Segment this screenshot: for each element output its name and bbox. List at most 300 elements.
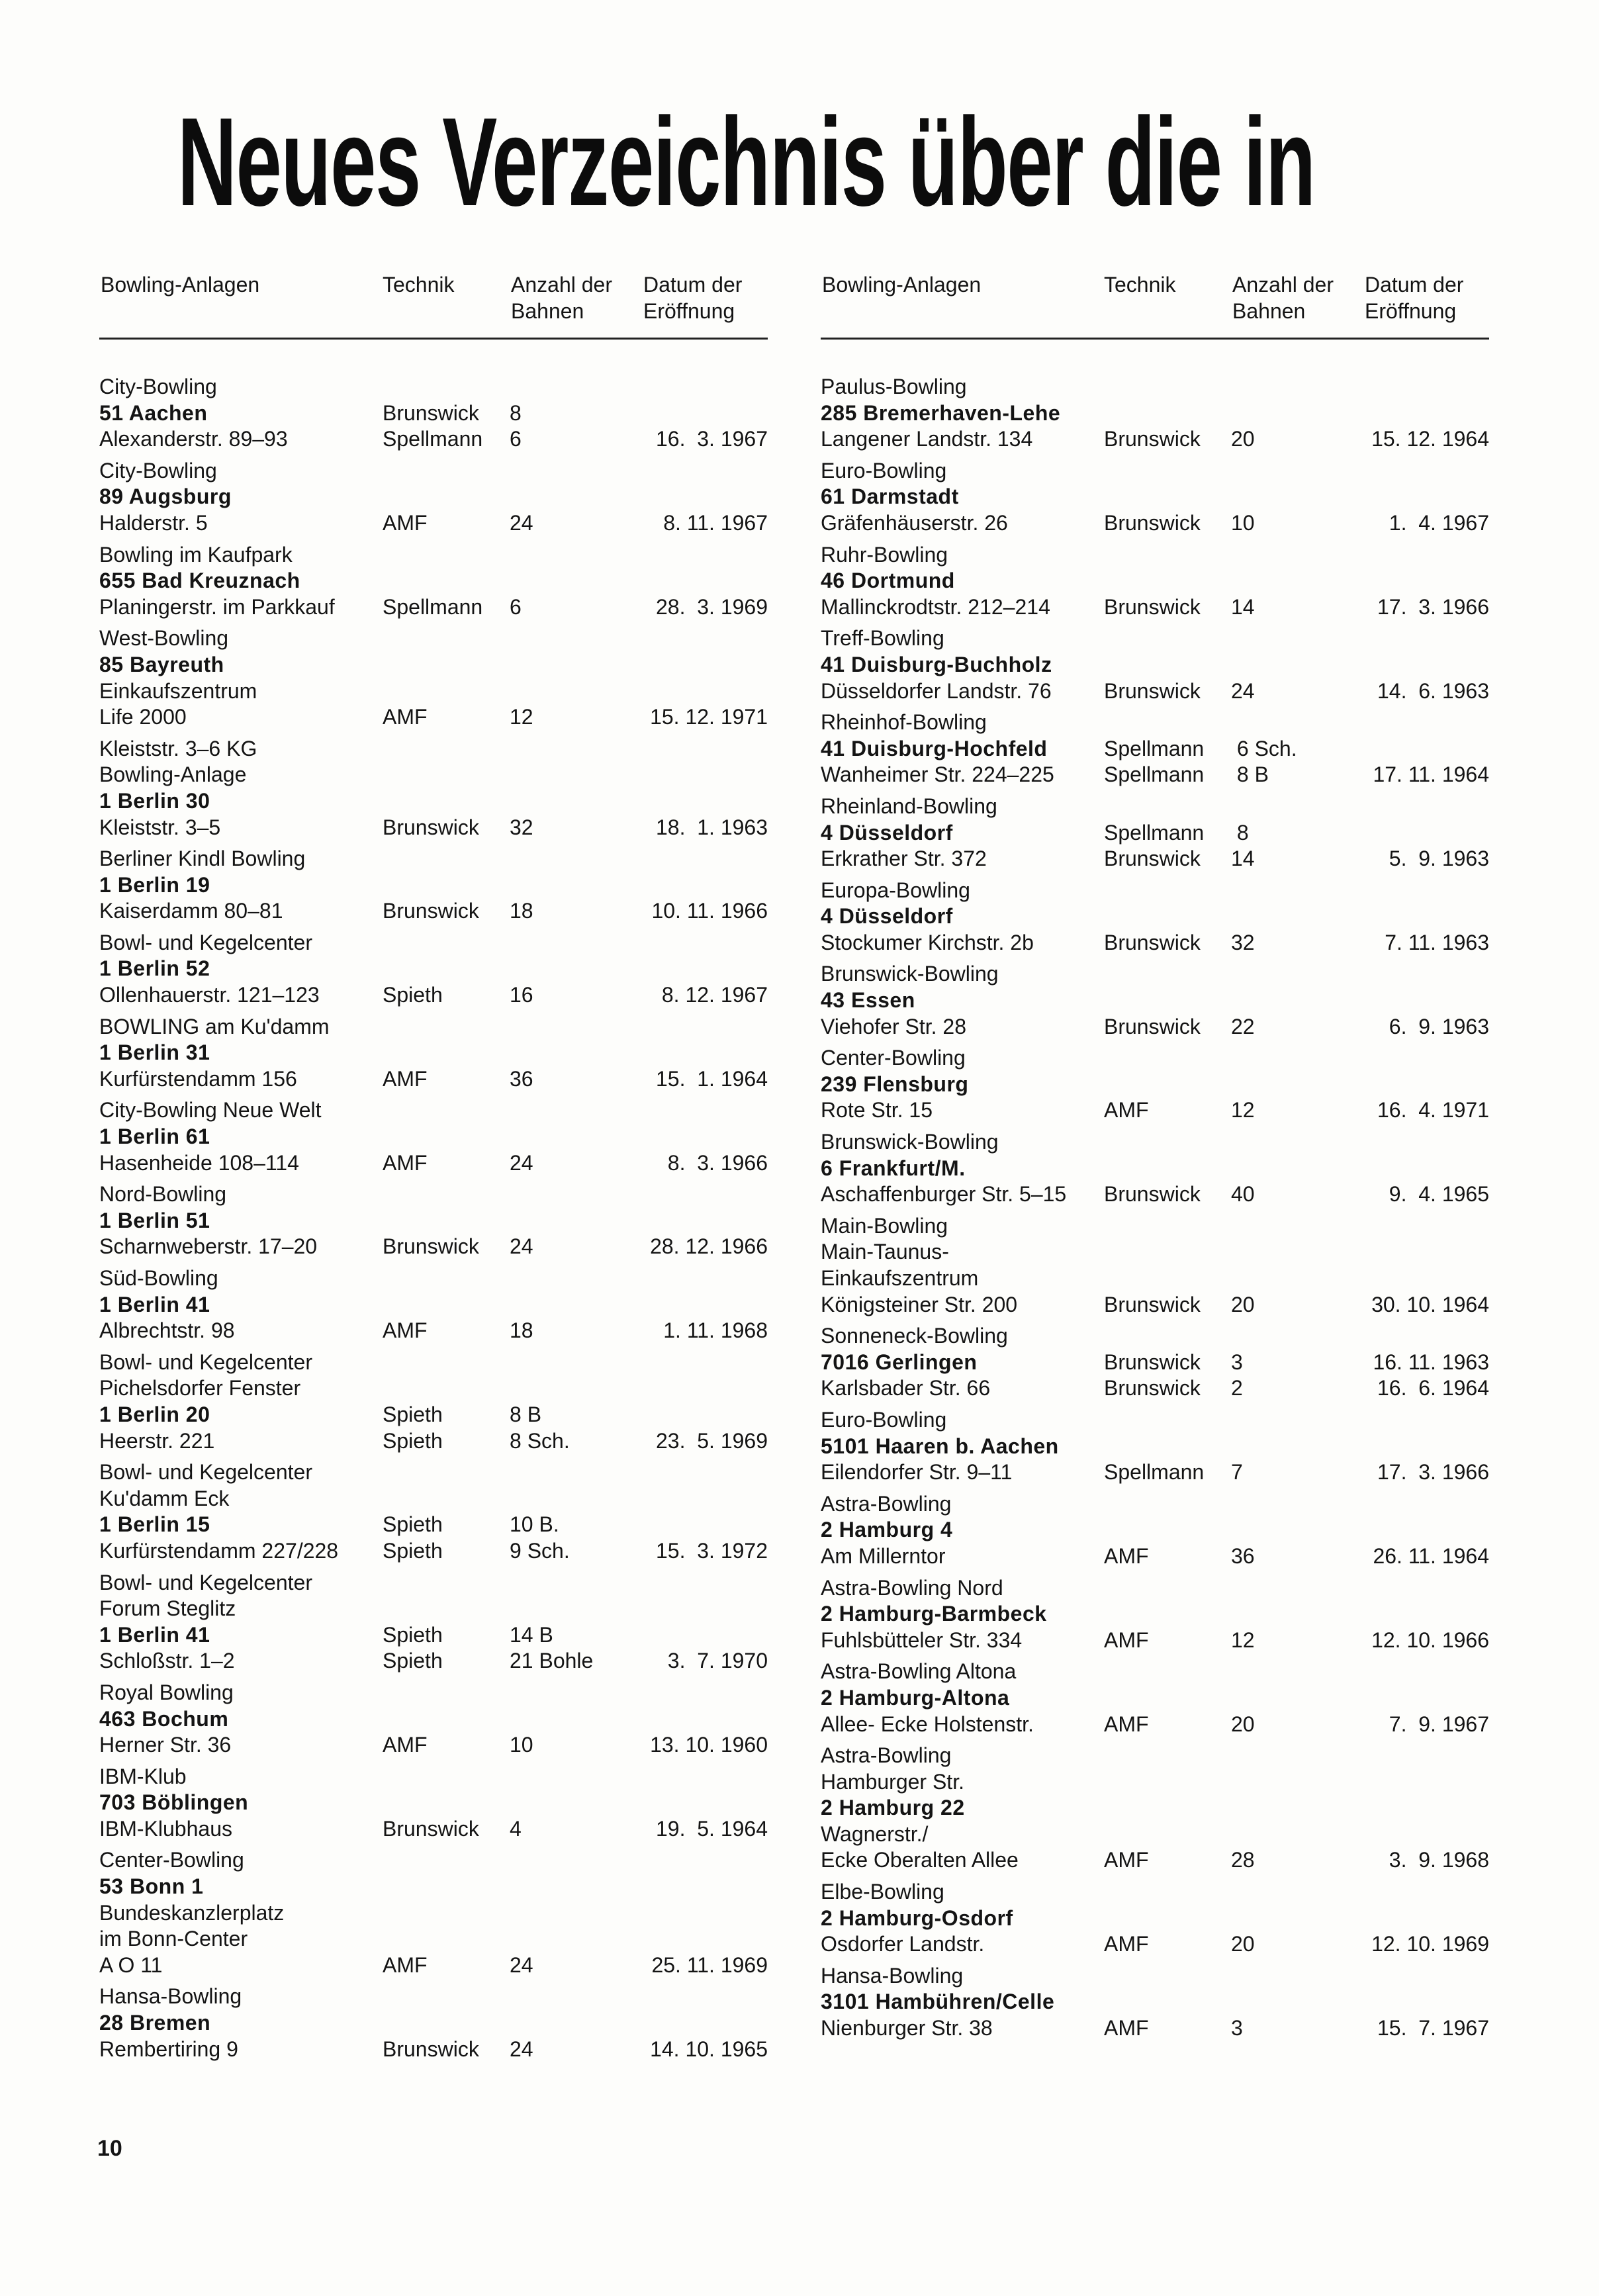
entry-line bbox=[821, 1213, 1489, 1240]
list-item bbox=[99, 930, 768, 1009]
entry-line bbox=[99, 1952, 768, 1979]
entry-text: Scharnweberstr. 17–20 bbox=[99, 1234, 318, 1259]
list-item bbox=[99, 542, 768, 621]
entry-line bbox=[821, 2015, 1489, 2042]
entry-lanes: 28 bbox=[1231, 1848, 1255, 1872]
entry-line bbox=[821, 1743, 1489, 1769]
entry-line bbox=[821, 930, 1489, 956]
entry-lanes: 22 bbox=[1231, 1014, 1255, 1038]
entry-line bbox=[821, 1601, 1489, 1628]
entry-line bbox=[99, 1874, 768, 1900]
entry-line bbox=[99, 815, 768, 841]
entry-city: 28 Bremen bbox=[99, 2011, 211, 2035]
entry-line bbox=[99, 625, 768, 652]
entry-city: 4 Düsseldorf bbox=[821, 904, 953, 929]
entry-text: West-Bowling bbox=[99, 626, 229, 651]
entry-line bbox=[99, 678, 768, 705]
entry-lanes: 36 bbox=[510, 1066, 533, 1091]
entry-city: 2 Hamburg 4 bbox=[821, 1518, 953, 1542]
entry-line bbox=[99, 374, 768, 400]
entry-line bbox=[99, 1486, 768, 1512]
entry-opening-date: 14. 6. 1963 bbox=[1377, 678, 1489, 703]
entry-technique: AMF bbox=[383, 705, 428, 729]
entry-line bbox=[821, 1847, 1489, 1874]
entry-line bbox=[821, 1517, 1489, 1543]
entry-line bbox=[821, 1239, 1489, 1265]
entry-city: 89 Augsburg bbox=[99, 484, 232, 509]
entry-line bbox=[821, 961, 1489, 987]
entry-opening-date: 9. 4. 1965 bbox=[1389, 1182, 1489, 1207]
entry-lanes: 32 bbox=[510, 815, 533, 839]
entry-opening-date: 16. 3. 1967 bbox=[655, 427, 768, 451]
entry-lanes: 8 bbox=[1231, 820, 1249, 845]
column-header bbox=[821, 271, 1489, 335]
entry-line bbox=[821, 1575, 1489, 1602]
entry-text: Hansa-Bowling bbox=[99, 1984, 242, 2009]
entry-line bbox=[821, 794, 1489, 820]
entry-lanes: 10 bbox=[1231, 510, 1255, 535]
entry-technique: AMF bbox=[383, 1150, 428, 1175]
entry-line bbox=[99, 898, 768, 925]
entry-text: Main-Bowling bbox=[821, 1213, 948, 1238]
entry-lanes: 2 bbox=[1231, 1376, 1243, 1401]
entry-text: Brunswick-Bowling bbox=[821, 1130, 999, 1154]
entry-technique: AMF bbox=[383, 1952, 428, 1977]
list-item bbox=[821, 1491, 1489, 1570]
entry-line bbox=[821, 1821, 1489, 1848]
entry-text: Bundeskanzlerplatz bbox=[99, 1900, 285, 1925]
entry-line bbox=[821, 1407, 1489, 1434]
entry-text: Bowl- und Kegelcenter bbox=[99, 1460, 312, 1485]
entry-technique: Spellmann bbox=[1104, 762, 1205, 787]
list-item bbox=[99, 374, 768, 453]
entry-city: 4 Düsseldorf bbox=[821, 820, 953, 845]
entry-line bbox=[821, 1014, 1489, 1040]
entry-line bbox=[99, 1926, 768, 1952]
list-item bbox=[821, 710, 1489, 788]
entry-text: Einkaufszentrum bbox=[821, 1266, 979, 1290]
entry-line bbox=[99, 568, 768, 594]
entry-line bbox=[821, 426, 1489, 453]
entry-line bbox=[99, 1764, 768, 1790]
entry-line bbox=[821, 1129, 1489, 1156]
entry-opening-date: 23. 5. 1969 bbox=[655, 1428, 768, 1453]
entry-lanes: 24 bbox=[510, 1952, 533, 1977]
entry-city: 1 Berlin 31 bbox=[99, 1040, 210, 1065]
entry-lanes: 18 bbox=[510, 899, 533, 923]
entry-city: 2 Hamburg-Altona bbox=[821, 1685, 1010, 1710]
entry-text: Erkrather Str. 372 bbox=[821, 847, 987, 871]
list-item bbox=[99, 1847, 768, 1978]
entry-line bbox=[821, 1350, 1489, 1376]
entry-line bbox=[99, 704, 768, 731]
entry-line bbox=[99, 1680, 768, 1706]
entry-city: 1 Berlin 51 bbox=[99, 1208, 210, 1232]
entry-line bbox=[821, 1543, 1489, 1570]
entry-line bbox=[821, 1491, 1489, 1518]
entry-opening-date: 6. 9. 1963 bbox=[1389, 1014, 1489, 1038]
entry-line bbox=[821, 510, 1489, 537]
entry-lanes: 24 bbox=[510, 510, 533, 535]
entry-line bbox=[821, 1685, 1489, 1712]
entry-lanes: 10 bbox=[510, 1733, 533, 1757]
entry-lanes: 21 Bohle bbox=[510, 1649, 594, 1673]
entry-line bbox=[821, 1156, 1489, 1182]
entry-text: Heerstr. 221 bbox=[99, 1428, 215, 1453]
entry-text: Gräfenhäuserstr. 26 bbox=[821, 510, 1008, 535]
entry-text: Planingerstr. im Parkkauf bbox=[99, 594, 335, 619]
entry-city: 2 Hamburg-Barmbeck bbox=[821, 1602, 1047, 1626]
entry-opening-date: 16. 11. 1963 bbox=[1373, 1350, 1489, 1374]
entry-technique: Brunswick bbox=[1104, 1014, 1201, 1038]
entry-opening-date: 17. 3. 1966 bbox=[1377, 1460, 1489, 1485]
entry-technique: Brunswick bbox=[1104, 678, 1201, 703]
entry-opening-date: 3. 9. 1968 bbox=[1389, 1848, 1489, 1872]
entry-lanes: 6 Sch. bbox=[1231, 736, 1297, 760]
entry-lanes: 24 bbox=[510, 1234, 533, 1259]
entry-text: Allee- Ecke Holstenstr. bbox=[821, 1712, 1034, 1736]
entry-line bbox=[821, 400, 1489, 427]
entry-opening-date: 13. 10. 1960 bbox=[650, 1733, 768, 1757]
entry-lanes: 20 bbox=[1231, 427, 1255, 451]
list-item bbox=[821, 374, 1489, 453]
list-item bbox=[99, 1764, 768, 1843]
header-divider bbox=[99, 338, 768, 340]
entry-technique: Spieth bbox=[383, 983, 443, 1007]
entry-line bbox=[99, 956, 768, 982]
entry-line bbox=[821, 1769, 1489, 1796]
entry-city: 1 Berlin 20 bbox=[99, 1402, 210, 1426]
entry-text: im Bonn-Center bbox=[99, 1927, 248, 1951]
entry-lanes: 24 bbox=[1231, 678, 1255, 703]
entry-line bbox=[99, 1570, 768, 1596]
entry-text: Hasenheide 108–114 bbox=[99, 1150, 299, 1175]
entry-line bbox=[99, 930, 768, 956]
entry-text: Langener Landstr. 134 bbox=[821, 427, 1033, 451]
entry-technique: AMF bbox=[1104, 1712, 1149, 1736]
entry-text: Berliner Kindl Bowling bbox=[99, 847, 306, 871]
entry-line bbox=[99, 1900, 768, 1927]
entry-lanes: 8 B bbox=[510, 1402, 542, 1426]
list-item bbox=[99, 1265, 768, 1344]
entry-lanes: 3 bbox=[1231, 2016, 1243, 2041]
list-item bbox=[99, 1014, 768, 1093]
entry-line bbox=[99, 1208, 768, 1234]
entry-text: Kurfürstendamm 156 bbox=[99, 1066, 297, 1091]
entry-text: Nienburger Str. 38 bbox=[821, 2016, 993, 2041]
entry-opening-date: 15. 12. 1964 bbox=[1371, 427, 1489, 451]
entry-technique: AMF bbox=[383, 1733, 428, 1757]
entry-technique: Spellmann bbox=[383, 427, 483, 451]
entry-city: 703 Böblingen bbox=[99, 1790, 249, 1815]
entry-line bbox=[99, 1066, 768, 1093]
entry-lanes: 20 bbox=[1231, 1712, 1255, 1736]
entry-opening-date: 17. 3. 1966 bbox=[1377, 594, 1489, 619]
entry-line bbox=[821, 1097, 1489, 1124]
entry-text: Ruhr-Bowling bbox=[821, 542, 948, 567]
entry-line bbox=[99, 1350, 768, 1376]
entry-line bbox=[821, 458, 1489, 484]
entry-opening-date: 15. 12. 1971 bbox=[650, 705, 768, 729]
entry-lanes: 24 bbox=[510, 1150, 533, 1175]
list-item bbox=[99, 1570, 768, 1675]
entry-city: 43 Essen bbox=[821, 988, 915, 1013]
entry-text: Alexanderstr. 89–93 bbox=[99, 427, 288, 451]
entry-text: City-Bowling bbox=[99, 375, 217, 398]
entry-technique: Spieth bbox=[383, 1622, 443, 1647]
entry-line bbox=[99, 788, 768, 815]
entry-line bbox=[99, 1292, 768, 1318]
entry-technique: AMF bbox=[1104, 1628, 1149, 1652]
entry-text: Ecke Oberalten Allee bbox=[821, 1848, 1019, 1872]
entry-line bbox=[821, 625, 1489, 652]
entry-text: Hansa-Bowling bbox=[821, 1963, 964, 1988]
entry-opening-date: 28. 12. 1966 bbox=[650, 1234, 768, 1259]
header-lanes: Anzahl der Bahnen bbox=[511, 273, 612, 323]
entry-line bbox=[99, 542, 768, 569]
entry-text: Fuhlsbütteler Str. 334 bbox=[821, 1628, 1023, 1652]
entry-lanes: 36 bbox=[1231, 1543, 1255, 1568]
entry-technique: Spieth bbox=[383, 1402, 443, 1426]
entry-text: Stockumer Kirchstr. 2b bbox=[821, 930, 1034, 954]
entry-text: Rheinhof-Bowling bbox=[821, 710, 987, 735]
list-item bbox=[821, 542, 1489, 621]
entry-opening-date: 14. 10. 1965 bbox=[650, 2037, 768, 2061]
entry-line bbox=[99, 1706, 768, 1733]
list-item bbox=[821, 1743, 1489, 1874]
entry-lanes: 40 bbox=[1231, 1182, 1255, 1207]
entry-text: Eilendorfer Str. 9–11 bbox=[821, 1460, 1013, 1485]
entry-text: Brunswick-Bowling bbox=[821, 962, 999, 986]
entry-text: Euro-Bowling bbox=[821, 458, 947, 482]
entry-lanes: 16 bbox=[510, 983, 533, 1007]
entry-text: Bowl- und Kegelcenter bbox=[99, 1350, 312, 1374]
entry-text: Main-Taunus- bbox=[821, 1240, 949, 1264]
entry-text: Sonneneck-Bowling bbox=[821, 1324, 1008, 1348]
entry-list bbox=[99, 374, 768, 2062]
entry-lanes: 10 B. bbox=[510, 1512, 559, 1537]
entry-text: Astra-Bowling bbox=[821, 1743, 952, 1768]
entry-lanes: 6 bbox=[510, 594, 522, 619]
entry-city: 3101 Hambühren/Celle bbox=[821, 1990, 1055, 2014]
list-item bbox=[99, 1984, 768, 2062]
entry-text: Bowl- und Kegelcenter bbox=[99, 930, 312, 954]
entry-opening-date: 16. 4. 1971 bbox=[1377, 1098, 1489, 1123]
entry-opening-date: 18. 1. 1963 bbox=[655, 815, 768, 839]
entry-text: Kleiststr. 3–6 KG bbox=[99, 736, 257, 760]
entry-text: Süd-Bowling bbox=[99, 1266, 218, 1290]
entry-line bbox=[99, 1150, 768, 1177]
entry-text: Bowling-Anlage bbox=[99, 762, 247, 787]
entry-line bbox=[99, 846, 768, 872]
entry-line bbox=[821, 1879, 1489, 1906]
entry-text: Astra-Bowling bbox=[821, 1491, 952, 1516]
list-item bbox=[821, 1879, 1489, 1958]
entry-technique: Brunswick bbox=[1104, 1182, 1201, 1207]
entry-technique: Brunswick bbox=[1104, 1350, 1201, 1374]
entry-technique: Brunswick bbox=[1104, 510, 1201, 535]
list-item bbox=[99, 1181, 768, 1260]
entry-line bbox=[99, 1596, 768, 1622]
entry-city: 5101 Haaren b. Aachen bbox=[821, 1434, 1059, 1458]
list-item bbox=[821, 961, 1489, 1040]
entry-line bbox=[821, 1045, 1489, 1072]
entry-text: Herner Str. 36 bbox=[99, 1733, 232, 1757]
list-item bbox=[821, 1659, 1489, 1737]
page-title: Neues Verzeichnis über die in bbox=[177, 92, 1315, 232]
entry-technique: Brunswick bbox=[383, 1816, 479, 1841]
entry-line bbox=[821, 1265, 1489, 1292]
entry-line bbox=[99, 1181, 768, 1208]
list-item bbox=[99, 1680, 768, 1759]
entry-technique: Spieth bbox=[383, 1512, 443, 1537]
entry-technique: Brunswick bbox=[1104, 1376, 1201, 1401]
entry-opening-date: 7. 11. 1963 bbox=[1385, 930, 1489, 954]
entry-line bbox=[821, 987, 1489, 1014]
entry-technique: Brunswick bbox=[1104, 427, 1201, 451]
list-item bbox=[99, 458, 768, 537]
entry-text: Paulus-Bowling bbox=[821, 375, 967, 398]
list-item bbox=[821, 878, 1489, 956]
entry-line bbox=[99, 1428, 768, 1455]
entry-city: 1 Berlin 30 bbox=[99, 788, 210, 813]
entry-line bbox=[821, 903, 1489, 930]
entry-city: 41 Duisburg-Buchholz bbox=[821, 652, 1052, 676]
entry-city: 1 Berlin 41 bbox=[99, 1292, 210, 1316]
entry-city: 1 Berlin 15 bbox=[99, 1512, 210, 1537]
entry-line bbox=[99, 1234, 768, 1260]
entry-line bbox=[821, 1989, 1489, 2015]
entry-list bbox=[821, 374, 1489, 2042]
entry-city: 85 Bayreuth bbox=[99, 652, 224, 676]
entry-line bbox=[99, 1847, 768, 1874]
entry-line bbox=[99, 1318, 768, 1344]
entry-text: Düsseldorfer Landstr. 76 bbox=[821, 678, 1052, 703]
entry-text: Am Millerntor bbox=[821, 1543, 946, 1568]
entry-text: IBM-Klubhaus bbox=[99, 1816, 232, 1841]
entry-line bbox=[821, 1659, 1489, 1685]
entry-line bbox=[99, 1375, 768, 1402]
entry-lanes: 20 bbox=[1231, 1932, 1255, 1956]
entry-opening-date: 26. 11. 1964 bbox=[1373, 1543, 1489, 1568]
entry-line bbox=[99, 1732, 768, 1759]
list-item bbox=[821, 1407, 1489, 1486]
entry-line bbox=[821, 1712, 1489, 1738]
entry-city: 6 Frankfurt/M. bbox=[821, 1156, 966, 1180]
entry-technique: Spieth bbox=[383, 1538, 443, 1563]
entry-opening-date: 15. 7. 1967 bbox=[1377, 2016, 1489, 2041]
header-facility: Bowling-Anlagen bbox=[101, 273, 260, 297]
entry-line bbox=[99, 1124, 768, 1150]
entry-text: Forum Steglitz bbox=[99, 1596, 236, 1621]
list-item bbox=[821, 625, 1489, 704]
entry-opening-date: 8. 12. 1967 bbox=[661, 983, 768, 1007]
entry-lanes: 14 bbox=[1231, 847, 1255, 871]
entry-lanes: 8 Sch. bbox=[510, 1428, 570, 1453]
entry-opening-date: 25. 11. 1969 bbox=[651, 1952, 768, 1977]
entry-technique: AMF bbox=[1104, 1098, 1149, 1123]
entry-technique: Brunswick bbox=[383, 2037, 479, 2061]
entry-opening-date: 8. 11. 1967 bbox=[663, 510, 768, 535]
entry-lanes: 9 Sch. bbox=[510, 1538, 570, 1563]
entry-city: 7016 Gerlingen bbox=[821, 1350, 978, 1374]
entry-city: 1 Berlin 19 bbox=[99, 872, 210, 897]
entry-city: 41 Duisburg-Hochfeld bbox=[821, 736, 1048, 760]
entry-city: 463 Bochum bbox=[99, 1706, 229, 1731]
entry-line bbox=[99, 736, 768, 762]
entry-line bbox=[821, 1628, 1489, 1654]
entry-technique: Spellmann bbox=[1104, 1460, 1205, 1485]
entry-technique: Spellmann bbox=[1104, 820, 1205, 845]
entry-line bbox=[821, 652, 1489, 678]
entry-lanes: 24 bbox=[510, 2037, 533, 2061]
entry-line bbox=[821, 374, 1489, 400]
page-number: 10 bbox=[97, 2136, 122, 2161]
entry-line bbox=[99, 1459, 768, 1486]
entry-line bbox=[99, 458, 768, 484]
entry-text: Center-Bowling bbox=[821, 1046, 966, 1070]
header-opening-date: Datum der Eröffnung bbox=[1365, 273, 1464, 323]
entry-city: 61 Darmstadt bbox=[821, 484, 959, 509]
entry-line bbox=[99, 1622, 768, 1649]
entry-line bbox=[99, 400, 768, 427]
entry-lanes: 14 bbox=[1231, 594, 1255, 619]
entry-opening-date: 1. 4. 1967 bbox=[1389, 510, 1489, 535]
entry-technique: Spellmann bbox=[383, 594, 483, 619]
entry-text: Kurfürstendamm 227/228 bbox=[99, 1538, 339, 1563]
header-divider bbox=[821, 338, 1489, 340]
entry-line bbox=[99, 872, 768, 899]
entry-line bbox=[99, 982, 768, 1009]
entry-text: Mallinckrodtstr. 212–214 bbox=[821, 594, 1050, 619]
entry-technique: Brunswick bbox=[383, 815, 479, 839]
entry-text: Einkaufszentrum bbox=[99, 678, 257, 703]
column-header bbox=[99, 271, 768, 335]
entry-opening-date: 8. 3. 1966 bbox=[667, 1150, 768, 1175]
entry-line bbox=[821, 1375, 1489, 1402]
entry-text: Aschaffenburger Str. 5–15 bbox=[821, 1182, 1067, 1207]
entry-line bbox=[99, 652, 768, 678]
entry-text: Albrechtstr. 98 bbox=[99, 1318, 235, 1343]
entry-technique: AMF bbox=[1104, 1932, 1149, 1956]
entry-line bbox=[821, 762, 1489, 788]
entry-line bbox=[99, 2010, 768, 2037]
entry-text: Ku'damm Eck bbox=[99, 1486, 230, 1510]
directory-column-right bbox=[821, 271, 1489, 2047]
entry-text: Rheinland-Bowling bbox=[821, 794, 997, 818]
entry-text: City-Bowling Neue Welt bbox=[99, 1098, 322, 1123]
entry-text: City-Bowling bbox=[99, 458, 217, 482]
entry-lanes: 12 bbox=[1231, 1628, 1255, 1652]
entry-technique: Brunswick bbox=[383, 899, 479, 923]
list-item bbox=[821, 1213, 1489, 1318]
entry-city: 51 Aachen bbox=[99, 400, 208, 425]
entry-text: Elbe-Bowling bbox=[821, 1880, 944, 1904]
header-technique: Technik bbox=[1104, 273, 1176, 297]
entry-line bbox=[821, 820, 1489, 847]
entry-line bbox=[99, 1816, 768, 1843]
list-item bbox=[99, 625, 768, 730]
entry-lanes: 12 bbox=[1231, 1098, 1255, 1123]
entry-text: Rote Str. 15 bbox=[821, 1098, 933, 1123]
entry-line bbox=[821, 594, 1489, 621]
entry-text: Nord-Bowling bbox=[99, 1182, 227, 1207]
list-item bbox=[99, 736, 768, 841]
entry-text: Euro-Bowling bbox=[821, 1407, 947, 1432]
entry-line bbox=[821, 1906, 1489, 1932]
entry-text: Kaiserdamm 80–81 bbox=[99, 899, 283, 923]
entry-lanes: 12 bbox=[510, 705, 533, 729]
